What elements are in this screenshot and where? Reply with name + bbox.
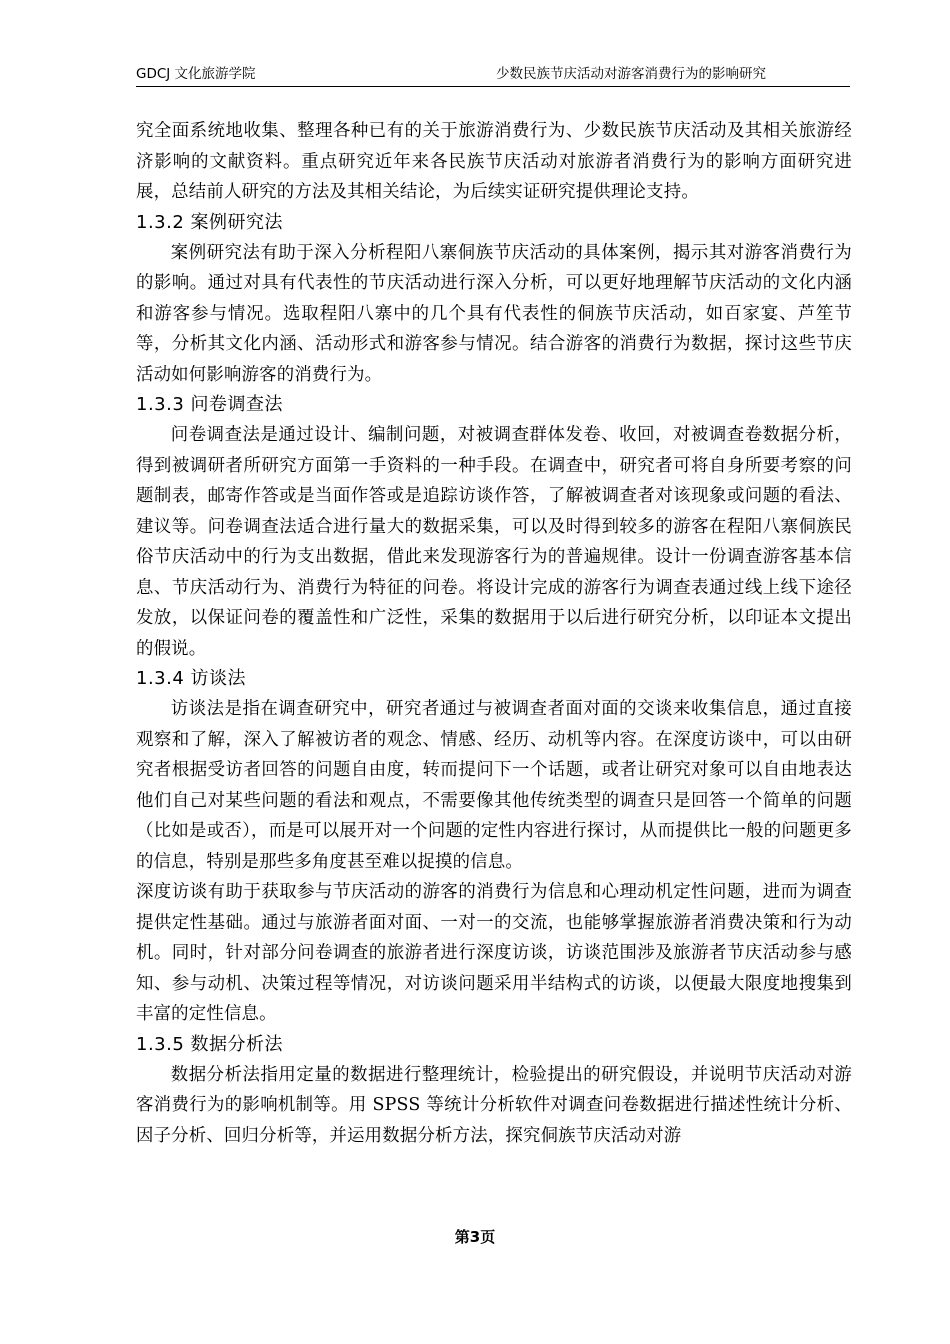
section-heading-case-study: 1.3.2 案例研究法 <box>136 211 284 233</box>
header-paper-title: 少数民族节庆活动对游客消费行为的影响研究 <box>496 66 766 82</box>
paragraph-data-analysis: 数据分析法指用定量的数据进行整理统计，检验提出的研究假设，并说明节庆活动对游客消费行为的影响机制等。用 SPSS 等统计分析软件对调查问卷数据进行描述性统计分析、因子分析、回归分析等，并运用数据分析方法，探究侗族节庆活动对游 <box>136 1064 852 1146</box>
page-content <box>136 116 852 1151</box>
paragraph-interview-cont: 深度访谈有助于获取参与节庆活动的游客的消费行为信息和心理动机定性问题，进而为调查提供定性基础。通过与旅游者面对面、一对一的交流，也能够掌握旅游者消费决策和行为动机。同时，针对部分问卷调查的旅游者进行深度访谈，访谈范围涉及旅游者节庆活动参与感知、参与动机、决策过程等情况，对访谈问题采用半结构式的访谈，以便最大限度地搜集到丰富的定性信息。 <box>136 882 852 1024</box>
page-number: 第3页 <box>454 1228 496 1246</box>
section-heading-data-analysis: 1.3.5 数据分析法 <box>136 1033 284 1055</box>
section-heading-interview: 1.3.4 访谈法 <box>136 668 247 689</box>
header-institution: GDCJ 文化旅游学院 <box>136 66 256 82</box>
page-header <box>136 62 850 87</box>
section-heading-questionnaire: 1.3.3 问卷调查法 <box>136 394 284 415</box>
intro-paragraph: 究全面系统地收集、整理各种已有的关于旅游消费行为、少数民族节庆活动及其相关旅游经济影响的文献资料。重点研究近年来各民族节庆活动对旅游者消费行为的影响方面研究进展，总结前人研究的方法及其相关结论，为后续实证研究提供理论支持。 <box>136 121 852 202</box>
paragraph-interview: 访谈法是指在调查研究中，研究者通过与被调查者面对面的交谈来收集信息，通过直接观察和了解，深入了解被访者的观念、情感、经历、动机等内容。在深度访谈中，可以由研究者根据受访者回答的问题自由度，转而提问下一个话题，或者让研究对象可以自由地表达他们自己对某些问题的看法和观点，不需要像其他传统类型的调查只是回答一个简单的问题（比如是或否），而是可以展开对一个问题的定性内容进行探讨，从而提供比一般的问题更多的信息，特别是那些多角度甚至难以捉摸的信息。 <box>136 699 852 872</box>
paragraph-questionnaire: 问卷调查法是通过设计、编制问题，对被调查群体发卷、收回，对被调查卷数据分析，得到被调研者所研究方面第一手资料的一种手段。在调查中，研究者可将自身所要考察的问题制表，邮寄作答或是当面作答或是追踪访谈作答，了解被调查者对该现象或问题的看法、建议等。问卷调查法适合进行量大的数据采集，可以及时得到较多的游客在程阳八寨侗族民俗节庆活动中的行为支出数据，借此来发现游客行为的普遍规律。设计一份调查游客基本信息、节庆活动行为、消费行为特征的问卷。将设计完成的游客行为调查表通过线上线下途径发放，以保证问卷的覆盖性和广泛性，采集的数据用于以后进行研究分析，以印证本文提出的假说。 <box>136 425 852 659</box>
paragraph-case-study: 案例研究法有助于深入分析程阳八寨侗族节庆活动的具体案例，揭示其对游客消费行为的影响。通过对具有代表性的节庆活动进行深入分析，可以更好地理解节庆活动的文化内涵和游客参与情况。选取程阳八寨中的几个具有代表性的侗族节庆活动，如百家宴、芦笙节等，分析其文化内涵、活动形式和游客参与情况。结合游客的消费行为数据，探讨这些节庆活动如何影响游客的消费行为。 <box>136 242 852 385</box>
